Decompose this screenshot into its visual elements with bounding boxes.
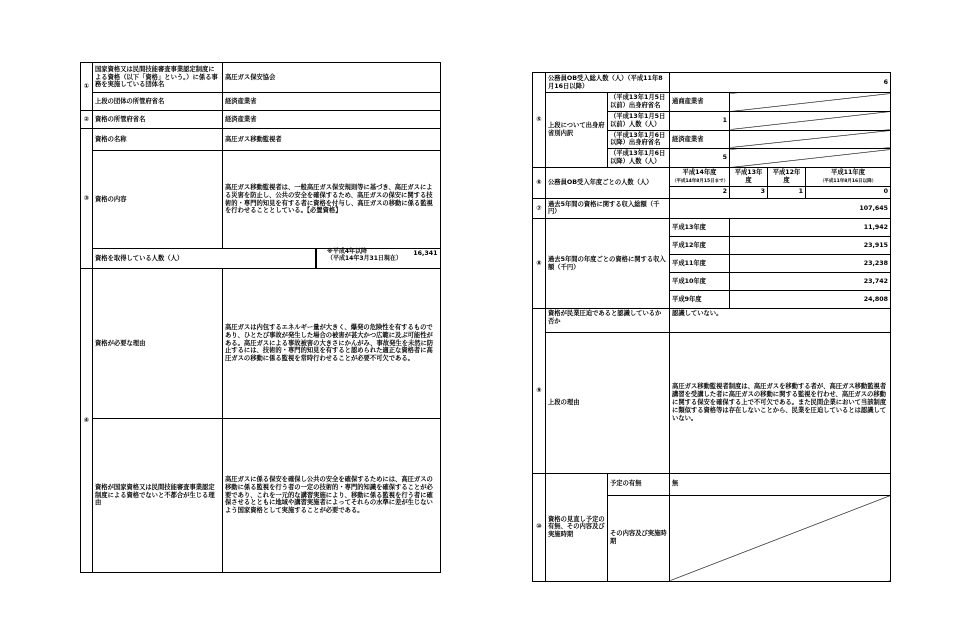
competition-value: 認識していない。 [670,309,891,333]
row-number-8: ⑧ [533,218,546,308]
review-detail-label: その内容及び実施時期 [608,495,670,581]
ob-item-2-label: （平成13年1月6日以降）出身府省名 [608,130,670,149]
hatched-cell [730,149,891,168]
necessity-value: 高圧ガスは内包するエネルギー量が大きく、爆発の危険性を有するものであり、ひとたび事故が発生した場合の被害が甚大かつ広範に及ぶ可能性がある。高圧ガスによる事故被害の大きさにかんがみ、事故発生を未然に防止するには、技術的・専門的知見を有すると認められた適正な資格者に高圧ガスの移動に係る監視を常時行わせることが必要不可欠である。 [223,269,441,419]
ob-year-value-3: 1 [768,186,806,198]
qualification-name-label: 資格の名称 [93,129,223,151]
row-number-3: ③ [81,129,93,269]
ob-year-4: 平成11年度 [831,169,865,177]
ob-item-2-count-label: （平成13年1月6日以降）人数（人） [608,149,670,168]
review-detail-hatched [670,495,891,581]
ob-year-4-note: （平成11年8月16日以降） [819,178,877,184]
revenue-year-3: 平成11年度 [670,255,730,273]
revenue-value-4: 23,742 [730,273,891,291]
row-number-6: ⑥ [533,168,546,199]
ob-year-header-1 [670,168,730,187]
qualification-content-label: 資格の内容 [93,151,223,249]
ob-item-1-label: （平成13年1月5日以前）出身府省名 [608,93,670,112]
ob-year-value-4: 0 [806,186,891,198]
revenue-yearly-label: 過去5年間の年度ごとの資格に関する収入額（千円） [546,218,670,308]
left-form-table [80,62,441,573]
revenue-year-2: 平成12年度 [670,237,730,255]
ob-year-header-4 [806,168,891,187]
ob-item-1-value: 通商産業省 [670,93,730,112]
organization-ministry-value: 経済産業省 [223,93,441,111]
review-plan-label: 予定の有無 [608,473,670,495]
ob-item-2-count: 5 [670,149,730,168]
revenue-value-5: 24,808 [730,291,891,309]
ob-item-1-count-label: （平成13年1月5日以前）人数（人） [608,111,670,130]
ob-year-header-3: 平成12年度 [768,168,806,187]
qualification-content-value: 高圧ガス移動監視者は、一般高圧ガス保安規則等に基づき、高圧ガスによる災害を防止し、公共の安全を確保するため、高圧ガスの保安に関する技術的・専門的知見を有する者に資格を付与し、高圧ガスの移動に係る監視を行わせることとしている。【必置資格】 [223,151,441,249]
ob-year-value-1: 2 [670,186,730,198]
row-number-7: ⑦ [533,198,546,218]
revenue-value-2: 23,915 [730,237,891,255]
qualification-ministry-label: 資格の所管府省名 [93,111,223,129]
ob-year-1: 平成14年度 [682,169,717,177]
qualification-name-value: 高圧ガス移動監視者 [223,129,441,151]
revenue-year-5: 平成9年度 [670,291,730,309]
necessity-label: 資格が必要な理由 [93,269,223,419]
left-page [80,62,440,572]
holders-note: ※平成4年以降 （平成14年3月31日現在） [327,248,402,263]
ob-year-value-2: 3 [730,186,768,198]
competition-reason-value: 高圧ガス移動監視者制度は、高圧ガスを移動する者が、高圧ガス移動監視者講習を受講した者に高圧ガスの移動に関する監視を行わせ、高圧ガスの移動に関する保安を確保する上で不可欠である。また民間企業において当該制度に類似する資格等は存在しないことから、民業を圧迫しているとは認識していない。 [670,333,891,473]
ob-item-1-count: 1 [670,111,730,130]
ob-breakdown-label: 上段について出身府省別内訳 [546,93,608,168]
revenue-total-value: 107,645 [670,198,891,218]
hatched-cell [730,111,891,130]
row-number-10: ⑩ [533,473,546,581]
revenue-value-1: 11,942 [730,218,891,236]
qualification-ministry-value: 経済産業省 [223,111,441,129]
ob-total-label: 公務員OB受入総人数（人）（平成11年8月16日以降） [546,73,670,93]
ob-total-value: 6 [670,73,891,93]
right-page [532,72,890,582]
row-number-1: ① [81,63,93,111]
hatched-cell [730,130,891,149]
review-plan-value: 無 [670,473,891,495]
national-reason-value: 高圧ガスに係る保安を確保し公共の安全を確保するためには、高圧ガスの移動に係る監視を行う者の一定の技術的・専門的知識を確保することが必要であり、これを一元的な講習実施により、移動に係る監視を行う者に確保させるとともに地域や講習実施者によってそれらの水準に差が生じないよう国家資格として実施することが必要である。 [223,419,441,573]
row-number-9: ⑨ [533,309,546,473]
organization-label: 国家資格又は民間技能審査事業認定制度による資格（以下「資格」という。）に係る事務を実施している団体名 [93,63,223,93]
row-number-5: ⑤ [533,73,546,168]
ob-year-header-2: 平成13年度 [730,168,768,187]
revenue-total-label: 過去5年間の資格に関する収入総額（千円） [546,198,670,218]
revenue-value-3: 23,238 [730,255,891,273]
holders-value: 16,341 [316,249,441,268]
ob-yearly-label: 公務員OB受入年度ごとの人数（人） [546,168,670,199]
ob-year-1-note: （平成14年8月15日まで） [672,178,729,184]
organization-value: 高圧ガス保安協会 [223,63,441,93]
review-label: 資格の見直し予定の有無、その内容及び実施時期 [546,473,608,581]
holders-label: 資格を取得している人数（人） [93,249,316,269]
row-number-2: ② [81,111,93,129]
competition-reason-label: 上段の理由 [546,333,670,473]
organization-ministry-label: 上段の団体の所管府省名 [93,93,223,111]
row-number-4: ④ [81,269,93,573]
revenue-year-4: 平成10年度 [670,273,730,291]
national-reason-label: 資格が国家資格又は民間技能審査事業認定制度による資格でないと不都合が生じる理由 [93,419,223,573]
revenue-year-1: 平成13年度 [670,218,730,236]
hatched-cell [730,93,891,112]
right-form-table [532,72,891,582]
ob-item-2-value: 経済産業省 [670,130,730,149]
competition-label: 資格が民業圧迫であると認識しているか否か [546,309,670,333]
